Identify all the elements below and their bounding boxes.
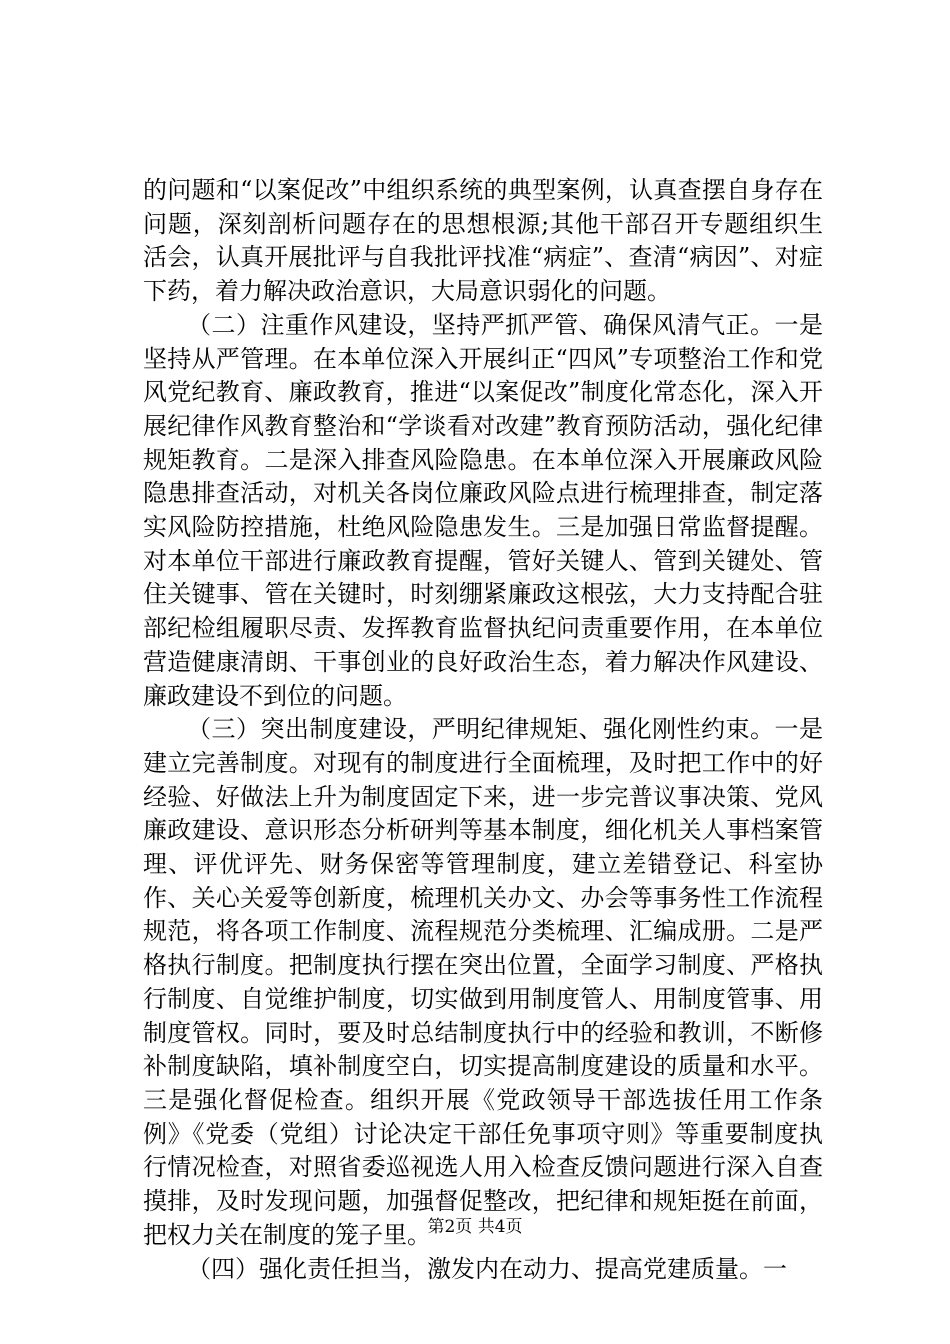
page-footer: 第2页 共4页	[427, 1217, 523, 1237]
paragraph-section-2: （二）注重作风建设，坚持严抓严管、确保风清气正。一是坚持从严管理。在本单位深入开展纠正“四风”专项整治工作和党风党纪教育、廉政教育，推进“以案促改”制度化常态化，深入开展纪律作风教育整治和“学谈看对改建”教育预防活动，强化纪律规矩教育。二是深入排查风险隐患。在本单位深入开展廉政风险隐患排查活动，对机关各岗位廉政风险点进行梳理排查，制定落实风险防控措施，杜绝风险隐患发生。三是加强日常监督提醒。对本单位干部进行廉政教育提醒，管好关键人、管到关键处、管住关键事、管在关键时，时刻绷紧廉政这根弦，大力支持配合驻部纪检组履职尽责、发挥教育监督执纪问责重要作用，在本单位营造健康清朗、干事创业的良好政治生态，着力解决作风建设、廉政建设不到位的问题。	[143, 310, 823, 710]
paragraph-continuation: 的问题和“以案促改”中组织系统的典型案例，认真查摆自身存在问题，深刻剖析问题存在的思想根源;其他干部召开专题组织生活会，认真开展批评与自我批评找准“病症”、查清“病因”、对症下药，着力解决政治意识，大局意识弱化的问题。	[143, 176, 823, 306]
paragraph-section-3: （三）突出制度建设，严明纪律规矩、强化刚性约束。一是建立完善制度。对现有的制度进行全面梳理，及时把工作中的好经验、好做法上升为制度固定下来，进一步完普议事决策、党风廉政建设、意识形态分析研判等基本制度，细化机关人事档案管理、评优评先、财务保密等管理制度，建立差错登记、科室协作、关心关爱等创新度，梳理机关办文、办会等事务性工作流程规范，将各项工作制度、流程规范分类梳理、汇编成册。二是严格执行制度。把制度执行摆在突出位置，全面学习制度、严格执行制度、自觉维护制度，切实做到用制度管人、用制度管事、用制度管权。同时，要及时总结制度执行中的经验和教训，不断修补制度缺陷，填补制度空白，切实提高制度建设的质量和水平。三是强化督促检查。组织开展《党政领导干部选拔任用工作条例》《党委（党组）讨论决定干部任免事项守则》等重要制度执行情况检查，对照省委巡视选人用入检查反馈问题进行深入自查摸排，及时发现问题，加强督促整改，把纪律和规矩挺在前面，把权力关在制度的笼子里。	[143, 715, 823, 1249]
document-body	[143, 174, 823, 1286]
paragraph-section-4: （四）强化责任担当，激发内在动力、提高党建质量。一	[187, 1254, 787, 1283]
